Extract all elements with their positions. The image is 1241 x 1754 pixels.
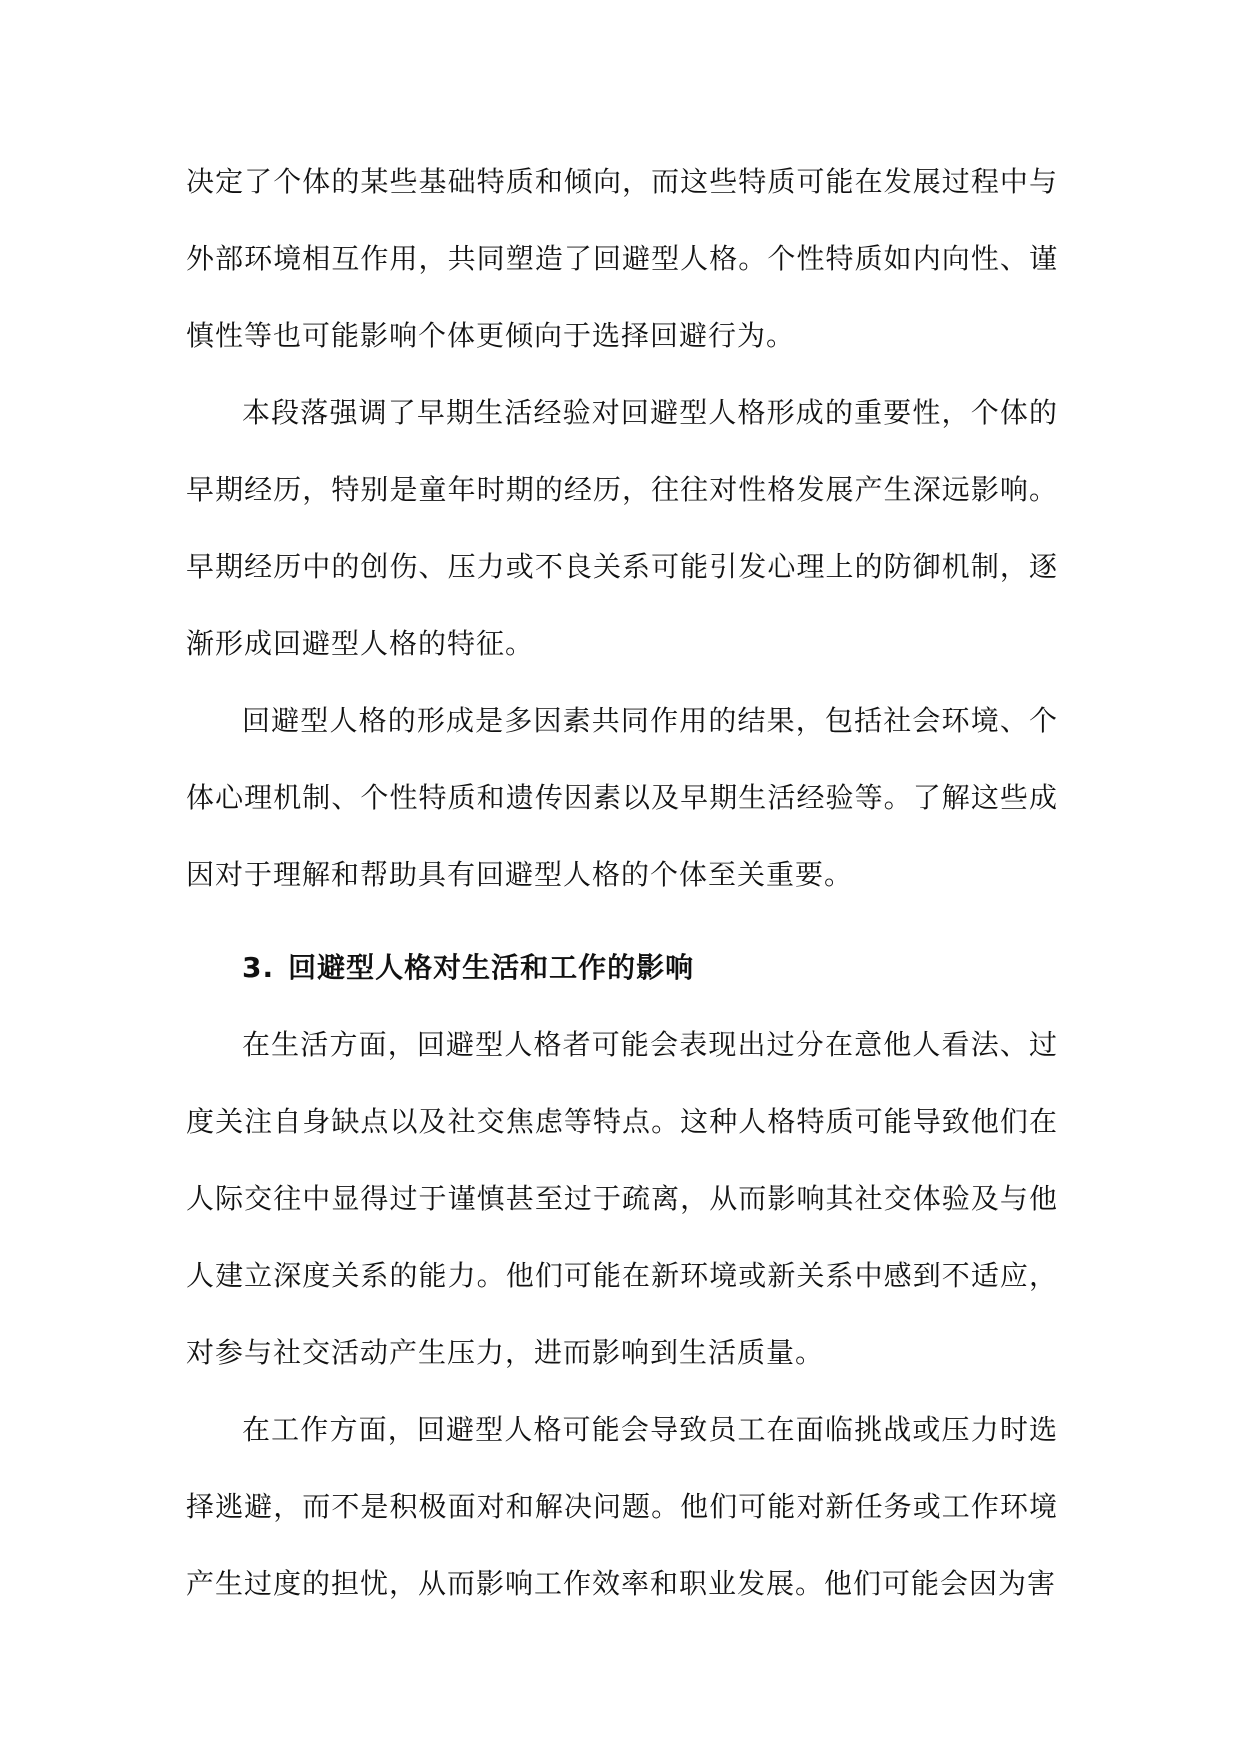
document-body bbox=[186, 143, 1058, 1622]
section-number: 3. bbox=[242, 951, 275, 984]
paragraph-summary: 回避型人格的形成是多因素共同作用的结果，包括社会环境、个体心理机制、个性特质和遗传因素以及早期生活经验等。了解这些成因对于理解和帮助具有回避型人格的个体至关重要。 bbox=[186, 704, 1058, 891]
paragraph-continued: 决定了个体的某些基础特质和倾向，而这些特质可能在发展过程中与外部环境相互作用，共同塑造了回避型人格。个性特质如内向性、谨慎性等也可能影响个体更倾向于选择回避行为。 bbox=[186, 165, 1058, 352]
paragraph-life-impact: 在生活方面，回避型人格者可能会表现出过分在意他人看法、过度关注自身缺点以及社交焦虑等特点。这种人格特质可能导致他们在人际交往中显得过于谨慎甚至过于疏离，从而影响其社交体验及与他人建立深度关系的能力。他们可能在新环境或新关系中感到不适应，对参与社交活动产生压力，进而影响到生活质量。 bbox=[186, 1028, 1058, 1369]
section-heading bbox=[186, 929, 1058, 1006]
paragraph-early-experience: 本段落强调了早期生活经验对回避型人格形成的重要性，个体的早期经历，特别是童年时期的经历，往往对性格发展产生深远影响。早期经历中的创伤、压力或不良关系可能引发心理上的防御机制，逐渐形成回避型人格的特征。 bbox=[186, 396, 1058, 660]
paragraph-work-impact: 在工作方面，回避型人格可能会导致员工在面临挑战或压力时选择逃避，而不是积极面对和解决问题。他们可能对新任务或工作环境产生过度的担忧，从而影响工作效率和职业发展。他们可能会因为害 bbox=[186, 1413, 1058, 1600]
section-title: 回避型人格对生活和工作的影响 bbox=[288, 951, 695, 984]
